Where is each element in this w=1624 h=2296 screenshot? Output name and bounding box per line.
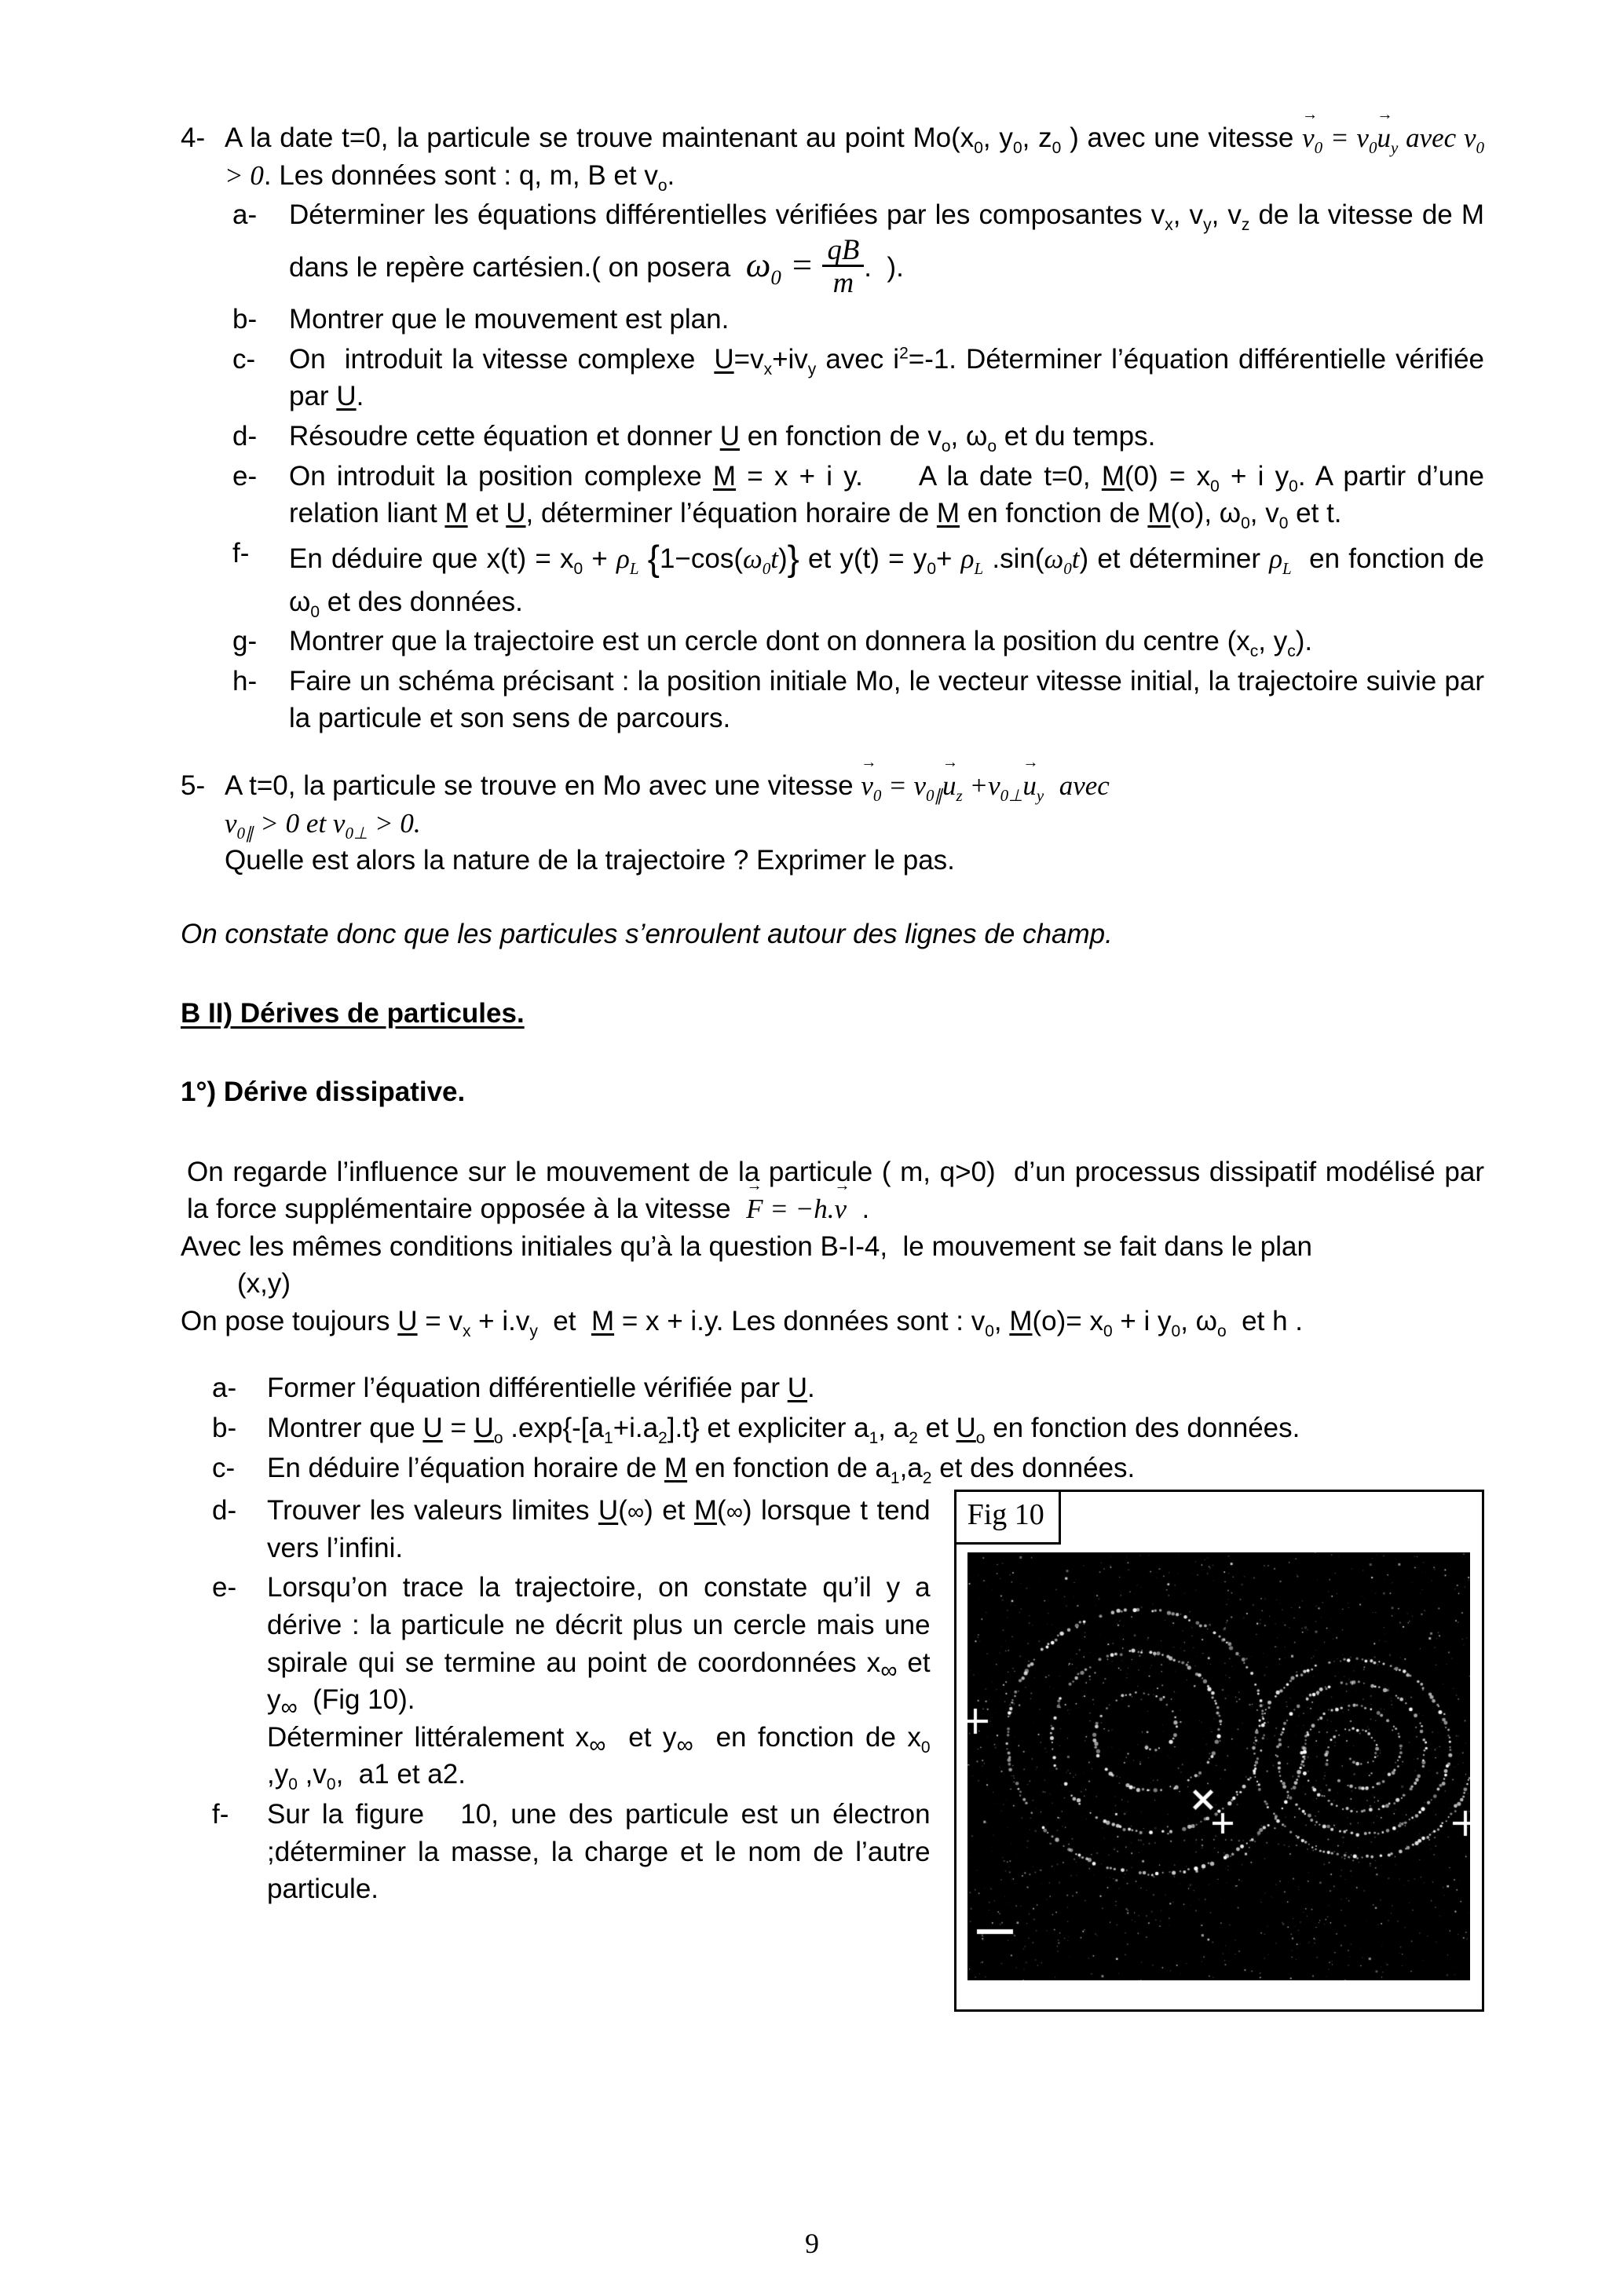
problem-5-number: 5- [181, 770, 206, 801]
problem-4-intro: A la date t=0, la particule se trouve maintenant au point $Mo(x_0$, $y_0$, $z_0$ ) avec une vitesse $v \to_0 = v_0u \to_y$ avec $v_0 > 0$. Les données sont : q, m, B et $v_o$. [225, 122, 1484, 191]
problem-4-item-c [181, 341, 1484, 415]
figure-10-label: Fig 10 [956, 1492, 1061, 1545]
text-and-figure-columns [181, 1490, 1484, 2012]
item-letter: e- [212, 1572, 237, 1603]
problem-4 [181, 119, 1484, 194]
item-text: Sur la figure 10, une des particule est un électron ;déterminer la masse, la charge et le nom de l’autre particule. [267, 1799, 931, 1905]
item-letter: g- [232, 626, 258, 657]
bubble-chamber-photo [967, 1552, 1470, 1980]
problem-4-item-a [181, 196, 1484, 298]
problem-4-item-b [181, 301, 1484, 338]
item-letter: a- [232, 199, 258, 231]
item-letter: h- [232, 665, 258, 696]
problem-4-item-h [181, 663, 1484, 737]
conclusion-note: On constate donc que les particules s’enroulent autour des lignes de champ. [181, 918, 1113, 949]
problem-4-item-e [181, 458, 1484, 532]
item-letter: b- [232, 304, 258, 335]
item-text: En déduire que $x(t) = x_0 + \rho_L$ $\{1-\cos(\omega_0t)\}$ et $y(t) = y_0+ \rho_L$ $.\sin(\omega_0t)$ et déterminer $\rho_L$ en fonction de $\omega_0$ et des données. [289, 538, 1485, 621]
page-number: 9 [805, 2228, 819, 2260]
problem-4-item-f [181, 535, 1484, 620]
item-letter: c- [232, 343, 256, 375]
problem-5-text: A t=0, la particule se trouve en Mo avec une vitesse $v \to_0 = v_{0\parallel}u \to_z +v_{0\perp}u \to_y$ avec $v_{0\parallel} > 0$ et $v_{0\perp} > 0$. Quelle est alors la nature de la trajectoire ? Exprimer le pas. [225, 770, 1110, 876]
item-letter: a- [212, 1373, 237, 1404]
item-text: On introduit la vitesse complexe $U=v_x+iv_y$ avec $i^2=-1$. Déterminer l’équation différentielle vérifiée par U. [289, 343, 1484, 412]
intro-paragraph-plane: (x,y) [237, 1268, 291, 1300]
intro-paragraph-1: On regarde l’influence sur le mouvement de la particule ( m, q>0) d’un processus dissipatif modélisé par la force supplémentaire opposée à la vitesse F → = −h.v → . [181, 1153, 1484, 1228]
problem-b-item-e [181, 1569, 931, 1793]
item-letter: e- [232, 460, 258, 492]
problem-b-list [181, 1369, 1484, 2012]
item-text: Lorsqu’on trace la trajectoire, on constate qu’il y a dérive : la particule ne décrit plus un cercle mais une spirale qui se termine au point de coordonnées $x_\infty$ et $y_\infty$ (Fig 10). Déterminer littéralement $x_\infty$ et $y_\infty$ en fonction de $x_0$ $,y_0$ $,v_0$, a1 et a2. [267, 1572, 931, 1794]
item-letter: c- [212, 1452, 236, 1483]
problem-b-item-f [181, 1796, 931, 1908]
item-text: Montrer que la trajectoire est un cercle dont on donnera la position du centre ($x_c$, $y_c$). [289, 626, 1313, 661]
item-text: Montrer que $U = U_o$ $.\exp\{-[a_1+i.a_2].t\}$ et expliciter $a_1$, $a_2$ et $U_o$ en fonction des données. [267, 1413, 1300, 1448]
item-text: En déduire l’équation horaire de M en fonction de $a_1,a_2$ et des données. [267, 1452, 1136, 1487]
item-text: Résoudre cette équation et donner U en fonction de $v_o$, $\omega_o$ et du temps. [289, 420, 1156, 455]
left-text-column [181, 1490, 931, 2012]
intro-paragraph-2: Avec les mêmes conditions initiales qu’à la question B-I-4, le mouvement se fait dans le plan [181, 1230, 1312, 1262]
item-text: Former l’équation différentielle vérifiée par U. [267, 1373, 815, 1404]
problem-4-item-d [181, 418, 1484, 455]
item-letter: b- [212, 1413, 237, 1444]
section-heading-b2: B II) Dérives de particules. [181, 998, 525, 1029]
item-letter: f- [212, 1799, 229, 1830]
item-text: Faire un schéma précisant : la position initiale Mo, le vecteur vitesse initial, la trajectoire suivie par la particule et son sens de parcours. [289, 665, 1484, 734]
figure-10 [954, 1490, 1484, 2012]
problem-5 [181, 767, 1484, 879]
intro-paragraph-3: On pose toujours $U = v_x + i.v_y$ et M = x + i.y. Les données sont : $v_0$, $M(o)= x_0 + i$ $y_0$, $\omega_o$ et h . [181, 1305, 1303, 1340]
item-text: Montrer que le mouvement est plan. [289, 304, 730, 335]
problem-b-item-b [181, 1409, 1484, 1447]
problem-b-item-a [181, 1369, 1484, 1407]
right-figure-column [954, 1490, 1484, 2012]
item-letter: f- [232, 537, 250, 569]
item-letter: d- [212, 1495, 237, 1526]
item-letter: d- [232, 420, 258, 452]
problem-b-item-d [181, 1492, 931, 1567]
dissipative-intro [181, 1153, 1484, 1340]
problem-4-item-g [181, 623, 1484, 660]
item-text: Déterminer les équations différentielles vérifiées par les composantes $v_x$, $v_y$, $v_z$ de la vitesse de M dans le repère cartésien.( on posera $\omega_0$ = $\frac{qB}{m}$ . ). [289, 199, 1484, 299]
item-text: On introduit la position complexe M = x + i y. A la date t=0, $M(0) = x_0 + i$ $y_0$. A partir d’une relation liant M et U, déterminer l’équation horaire de M en fonction de M(o), $\omega_0$, $v_0$ et t. [289, 460, 1485, 533]
item-text: Trouver les valeurs limites U(∞) et M(∞) lorsque t tend vers l’infini. [267, 1495, 931, 1563]
problem-4-number: 4- [181, 122, 206, 153]
subsection-heading-1: 1°) Dérive dissipative. [181, 1076, 466, 1107]
problem-b-item-c [181, 1450, 1484, 1487]
